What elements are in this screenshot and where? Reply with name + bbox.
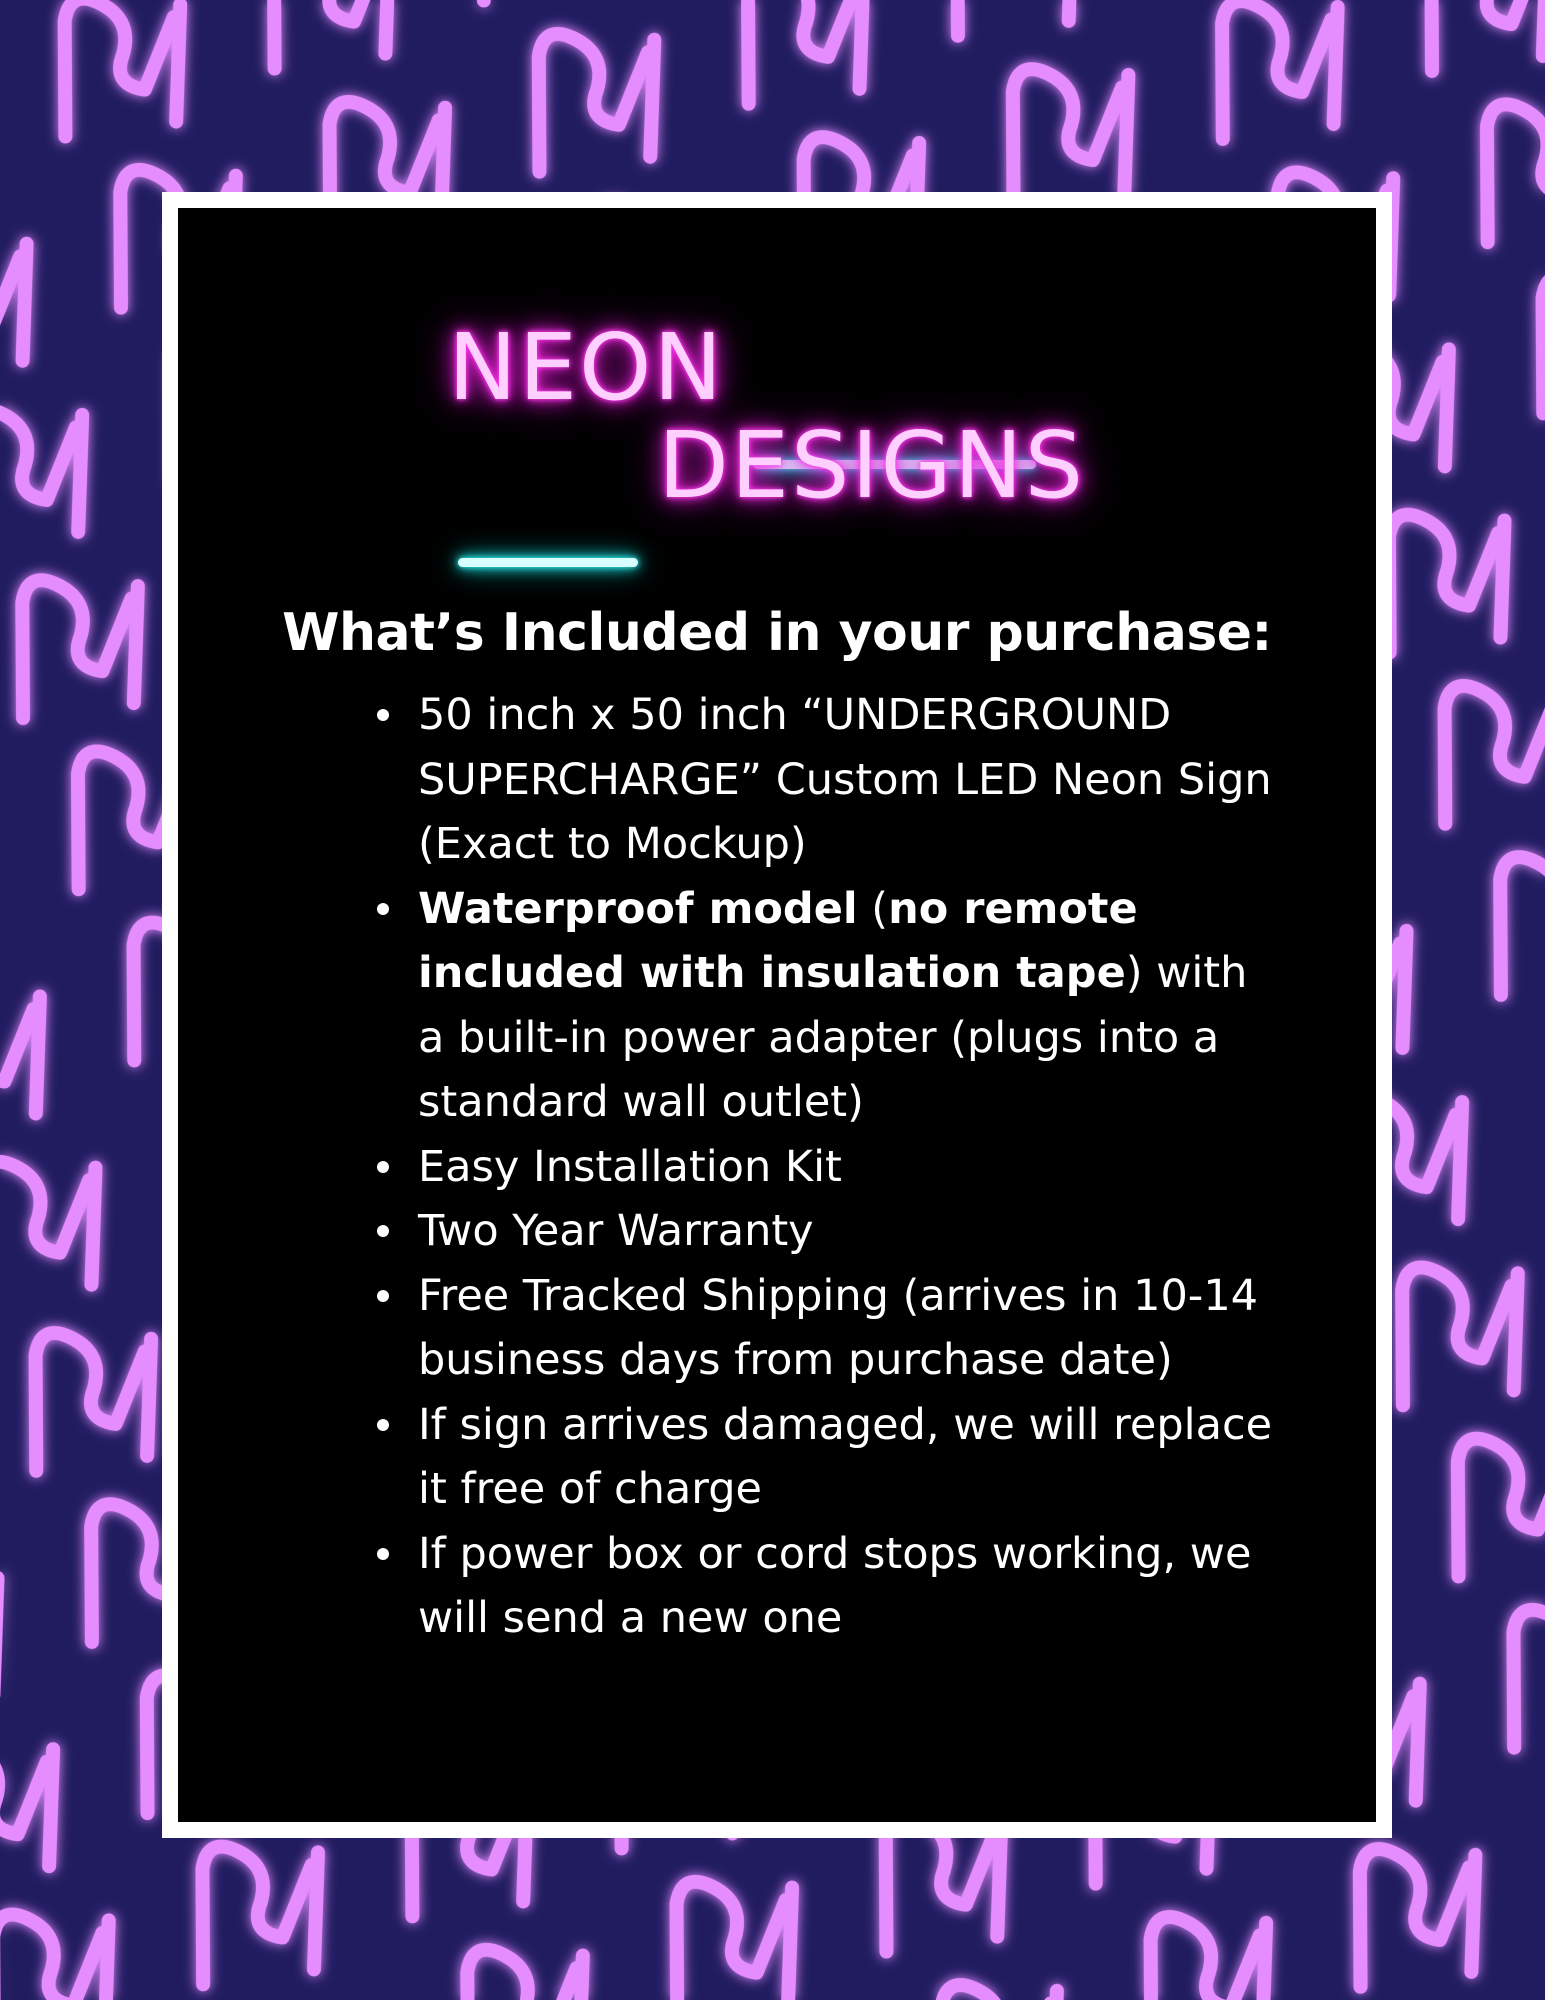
list-item-text: ( <box>857 883 889 934</box>
list-item <box>418 877 1278 1135</box>
list-item-text: Free Tracked Shipping (arrives in 10-14 business days from purchase date) <box>418 1270 1259 1385</box>
logo-word-neon: NEON <box>448 314 725 421</box>
list-item-text: Easy Installation Kit <box>418 1141 842 1192</box>
list-item <box>418 1393 1278 1522</box>
list-item-text: Two Year Warranty <box>418 1206 814 1256</box>
neon-designs-logo <box>448 308 1108 538</box>
list-item <box>418 1199 1278 1264</box>
list-item-text: 50 inch x 50 inch “UNDERGROUND SUPERCHARGE” Custom LED Neon Sign (Exact to Mockup) <box>418 690 1272 869</box>
list-item-bold-text: Waterproof model <box>418 883 858 934</box>
included-list <box>418 683 1278 1651</box>
list-item-bold-text: no remote included with insulation tape <box>418 883 1138 998</box>
included-heading: What’s Included in your purchase: <box>282 603 1272 663</box>
list-item <box>418 1135 1278 1200</box>
logo-word-designs: DESIGNS <box>658 412 1086 519</box>
list-item <box>418 1264 1278 1393</box>
info-panel <box>162 192 1392 1838</box>
list-item <box>418 1522 1278 1651</box>
list-item-text: If sign arrives damaged, we will replace it free of charge <box>418 1399 1273 1514</box>
list-item-text: If power box or cord stops working, we will send a new one <box>418 1528 1252 1643</box>
logo-cyan-bar-bottom <box>458 558 638 567</box>
list-item-text: ) with a built-in power adapter (plugs into a standard wall outlet) <box>418 948 1248 1127</box>
list-item <box>418 683 1278 877</box>
